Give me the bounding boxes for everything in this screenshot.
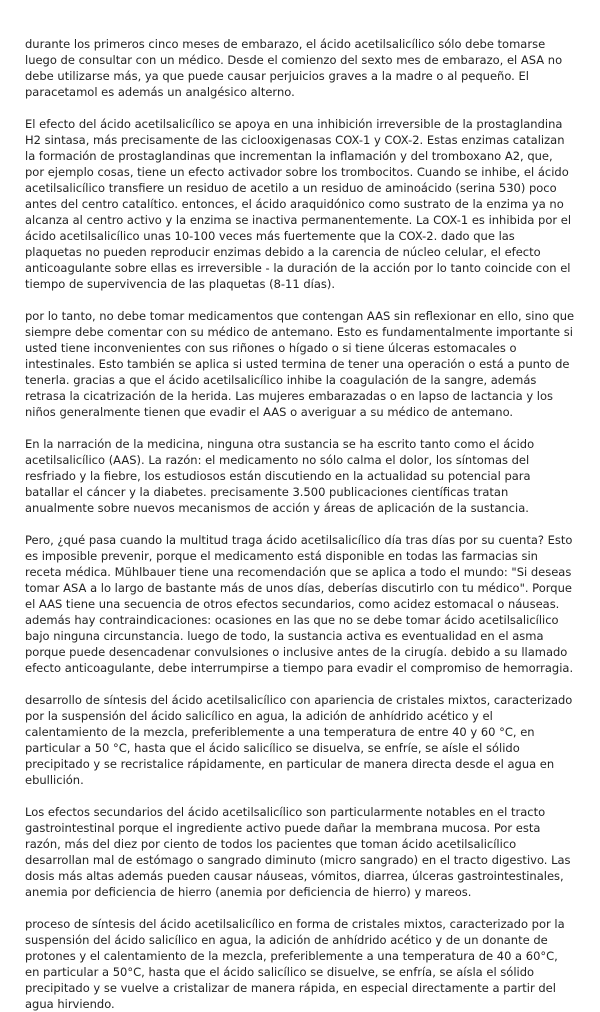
paragraph-synthesis-process-2: proceso de síntesis del ácido acetilsalicílico en forma de cristales mixtos, caracterizado por la suspensión del ácido salicílico en agua, la adición de anhídrido acético y de un donante de protones y el calentamiento de la mezcla, preferiblemente a una temperatura de 40 a 60°C, en particular a 50°C, hasta que el ácido salicílico se disuelve, se enfría, se aísla el sólido precipitado y se vuelve a cristalizar de manera rápida, en especial directamente a partir del agua hirviendo. (25, 917, 565, 1011)
paragraph-self-medication: Pero, ¿qué pasa cuando la multitud traga ácido acetilsalicílico día tras días por su cuenta? Esto es imposible prevenir, porque el medicamento está disponible en todas las farmacias sin receta médica. Mühlbauer tiene una recomendación que se aplica a todo el mundo: "Si deseas tomar ASA a lo largo de bastante más de unos días, deberías discutirlo con tu médico". Porque el AAS tiene una secuencia de otros efectos secundarios, como acidez estomacal o náuseas. además hay contraindicaciones: ocasiones en las que no se debe tomar ácido acetilsalicílico bajo ninguna circunstancia. luego de todo, la sustancia activa es eventualidad en el asma porque puede desencadenar convulsiones o inclusive antes de la cirugía. debido a su llamado efecto anticoagulante, debe interrumpirse a tiempo para evadir el compromiso de hemorragia. (25, 533, 574, 675)
paragraph-pregnancy-warning: durante los primeros cinco meses de embarazo, el ácido acetilsalicílico sólo debe tomarse luego de consultar con un médico. Desde el comienzo del sexto mes de embarazo, el ASA no debe utilizarse más, ya que puede causar perjuicios graves a la madre o al pequeño. El paracetamol es además un analgésico alterno. (25, 37, 563, 99)
paragraph-synthesis-process-1: desarrollo de síntesis del ácido acetilsalicílico con apariencia de cristales mixtos, caracterizado por la suspensión del ácido salicílico en agua, la adición de anhídrido acético y el calentamiento de la mezcla, preferiblemente a una temperatura de entre 40 y 60 °C, en particular a 50 °C, hasta que el ácido salicílico se disuelva, se enfríe, se aísle el sólido precipitado y se recristalice rápidamente, en particular de manera directa desde el agua en ebullición. (25, 693, 573, 787)
paragraph-consult-doctor: por lo tanto, no debe tomar medicamentos que contengan AAS sin reflexionar en ello, sino que siempre debe comentar con su médico de antemano. Esto es fundamentalmente importante si usted tiene inconvenientes con sus riñones o hígado o si tiene úlceras estomacales o intestinales. Esto también se aplica si usted termina de tener una operación o está a punto de tenerla. gracias a que el ácido acetilsalicílico inhibe la coagulación de la sangre, además retrasa la cicatrización de la herida. Las mujeres embarazadas o en lapso de lactancia y los niños generalmente tienen que evadir el AAS o averiguar a su médico de antemano. (25, 309, 575, 419)
paragraph-side-effects: Los efectos secundarios del ácido acetilsalicílico son particularmente notables en el tracto gastrointestinal porque el ingrediente activo puede dañar la membrana mucosa. Por esta razón, más del diez por ciento de todos los pacientes que toman ácido acetilsalicílico desarrollan mal de estómago o sangrado diminuto (micro sangrado) en el tracto digestivo. Las dosis más altas además pueden causar náuseas, vómitos, diarrea, úlceras gastrointestinales, anemia por deficiencia de hierro (anemia por deficiencia de hierro) y mareos. (25, 805, 571, 899)
paragraph-mechanism-of-action: El efecto del ácido acetilsalicílico se apoya en una inhibición irreversible de la prostaglandina H2 sintasa, más precisamente de las ciclooxigenasas COX-1 y COX-2. Estas enzimas catalizan la formación de prostaglandinas que incrementan la inflamación y del tromboxano A2, que, por ejemplo cosas, tiene un efecto activador sobre los trombocitos. Cuando se inhibe, el ácido acetilsalicílico transfiere un residuo de acetilo a un residuo de aminoácido (serina 530) poco antes del centro catalítico. entonces, el ácido araquidónico como sustrato de la enzima ya no alcanza al centro activo y la enzima se inactiva permanentemente. La COX-1 es inhibida por el ácido acetilsalicílico unas 10-100 veces más fuertemente que la COX-2. dado que las plaquetas no pueden reproducir enzimas debido a la carencia de núcleo celular, el efecto anticoagulante sobre ellas es irreversible - la duración de la acción por lo tanto coincide con el tiempo de supervivencia de las plaquetas (8-11 días). (25, 117, 572, 291)
paragraph-medical-history: En la narración de la medicina, ninguna otra sustancia se ha escrito tanto como el ácido acetilsalicílico (AAS). La razón: el medicamento no sólo calma el dolor, los síntomas del resfriado y la fiebre, los estudiosos están discutiendo en la actualidad su potencial para batallar el cáncer y la diabetes. precisamente 3.500 publicaciones científicas tratan anualmente sobre nuevos mecanismos de acción y áreas de aplicación de la sustancia. (25, 437, 535, 515)
